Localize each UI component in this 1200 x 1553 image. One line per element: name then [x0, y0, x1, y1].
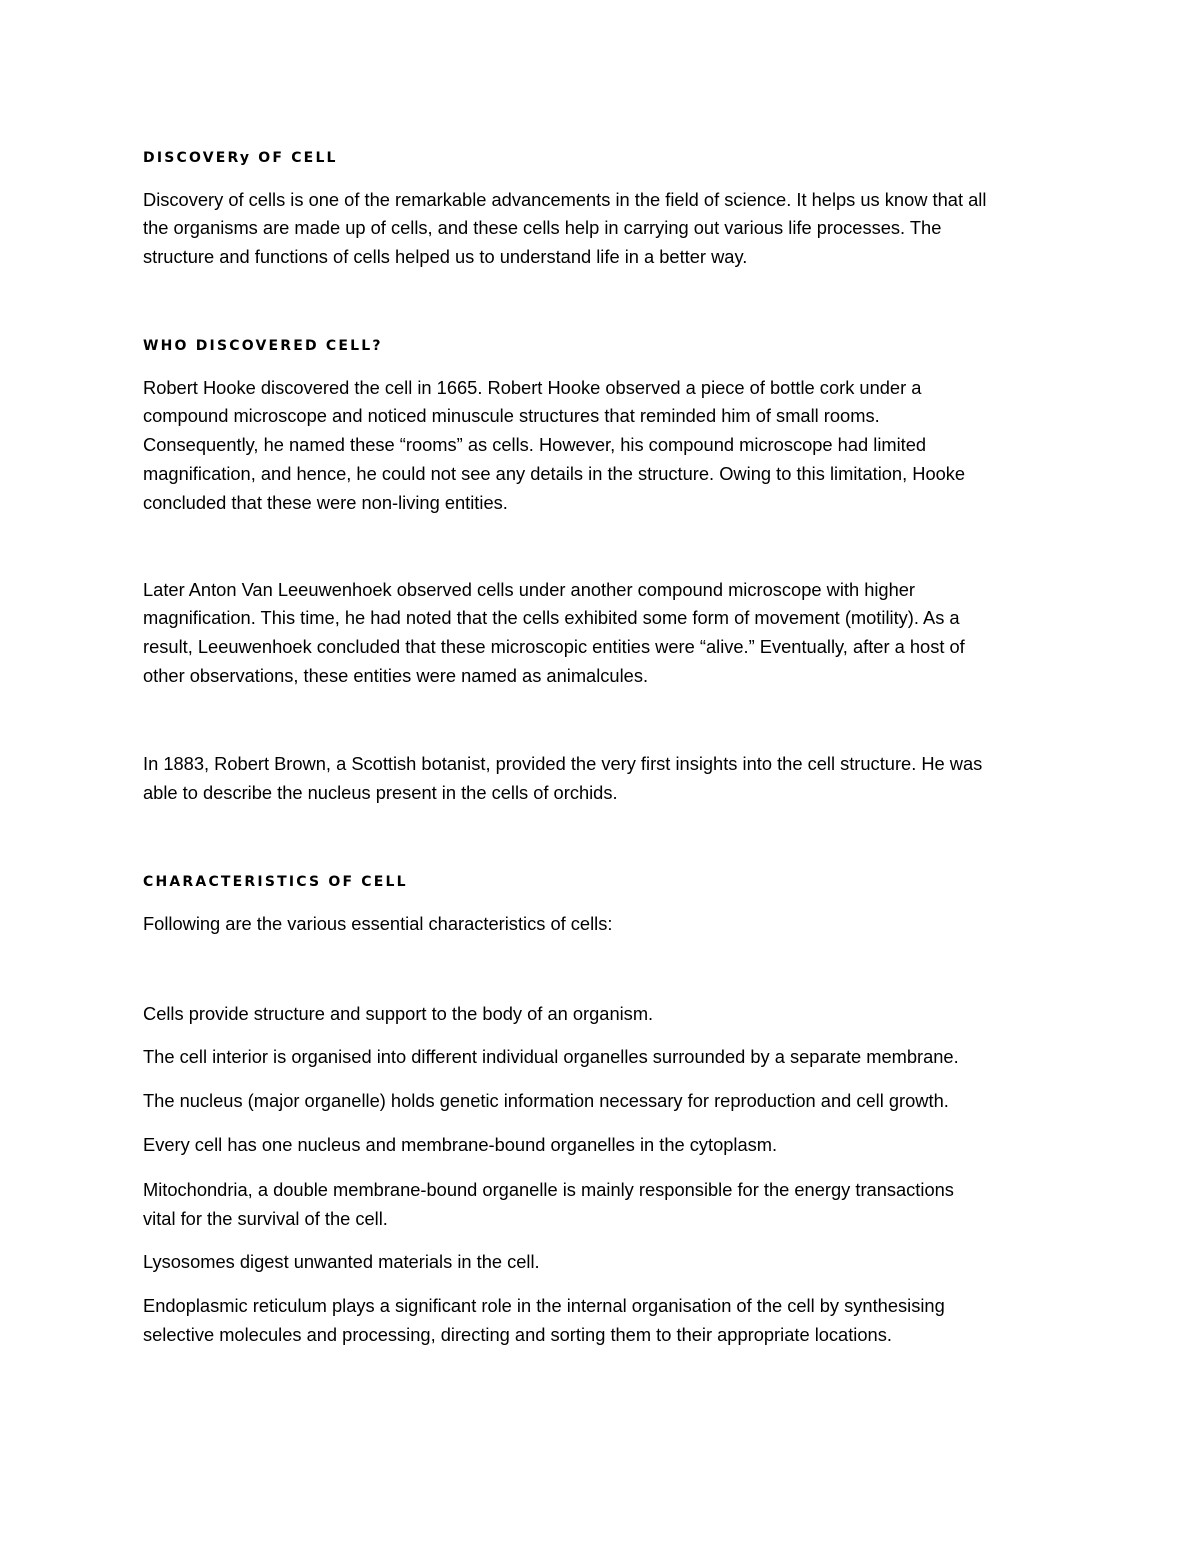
- section-heading: WHO DISCOVERED CELL?: [143, 338, 383, 354]
- paragraph-line: magnification. This time, he had noted that the cells exhibited some form of movement (motility). As a: [143, 607, 960, 628]
- paragraph-line: Following are the various essential characteristics of cells:: [143, 913, 613, 934]
- paragraph-line: concluded that these were non-living entities.: [143, 492, 508, 513]
- paragraph-line: Lysosomes digest unwanted materials in the cell.: [143, 1251, 540, 1272]
- paragraph-line: compound microscope and noticed minuscule structures that reminded him of small rooms.: [143, 405, 880, 426]
- paragraph-line: other observations, these entities were named as animalcules.: [143, 665, 649, 686]
- paragraph-line: the organisms are made up of cells, and these cells help in carrying out various life processes. The: [143, 217, 942, 238]
- paragraph-line: Every cell has one nucleus and membrane-bound organelles in the cytoplasm.: [143, 1134, 778, 1155]
- paragraph-line: In 1883, Robert Brown, a Scottish botanist, provided the very first insights into the cell structure. He was: [143, 753, 983, 774]
- paragraph-line: Endoplasmic reticulum plays a significant role in the internal organisation of the cell by synthesising: [143, 1295, 945, 1316]
- document-page: [143, 0, 1073, 1553]
- paragraph-line: Later Anton Van Leeuwenhoek observed cells under another compound microscope with higher: [143, 579, 916, 600]
- section-heading: DISCOVERy OF CELL: [143, 150, 338, 166]
- paragraph-line: vital for the survival of the cell.: [143, 1208, 388, 1229]
- paragraph-line: magnification, and hence, he could not see any details in the structure. Owing to this limitation, Hooke: [143, 463, 966, 484]
- paragraph-line: Mitochondria, a double membrane-bound organelle is mainly responsible for the energy transactions: [143, 1179, 954, 1200]
- paragraph-line: structure and functions of cells helped us to understand life in a better way.: [143, 246, 748, 267]
- paragraph-line: selective molecules and processing, directing and sorting them to their appropriate locations.: [143, 1324, 892, 1345]
- paragraph-line: The cell interior is organised into different individual organelles surrounded by a separate membrane.: [143, 1046, 959, 1067]
- paragraph-line: The nucleus (major organelle) holds genetic information necessary for reproduction and cell growth.: [143, 1090, 949, 1111]
- paragraph-line: Consequently, he named these “rooms” as cells. However, his compound microscope had limited: [143, 434, 927, 455]
- paragraph-line: Cells provide structure and support to the body of an organism.: [143, 1003, 654, 1024]
- paragraph-line: able to describe the nucleus present in the cells of orchids.: [143, 782, 618, 803]
- paragraph-line: Robert Hooke discovered the cell in 1665. Robert Hooke observed a piece of bottle cork under a: [143, 377, 922, 398]
- paragraph-line: Discovery of cells is one of the remarkable advancements in the field of science. It helps us know that all: [143, 189, 987, 210]
- section-heading: CHARACTERISTICS OF CELL: [143, 874, 408, 890]
- paragraph-line: result, Leeuwenhoek concluded that these microscopic entities were “alive.” Eventually, after a host of: [143, 636, 965, 657]
